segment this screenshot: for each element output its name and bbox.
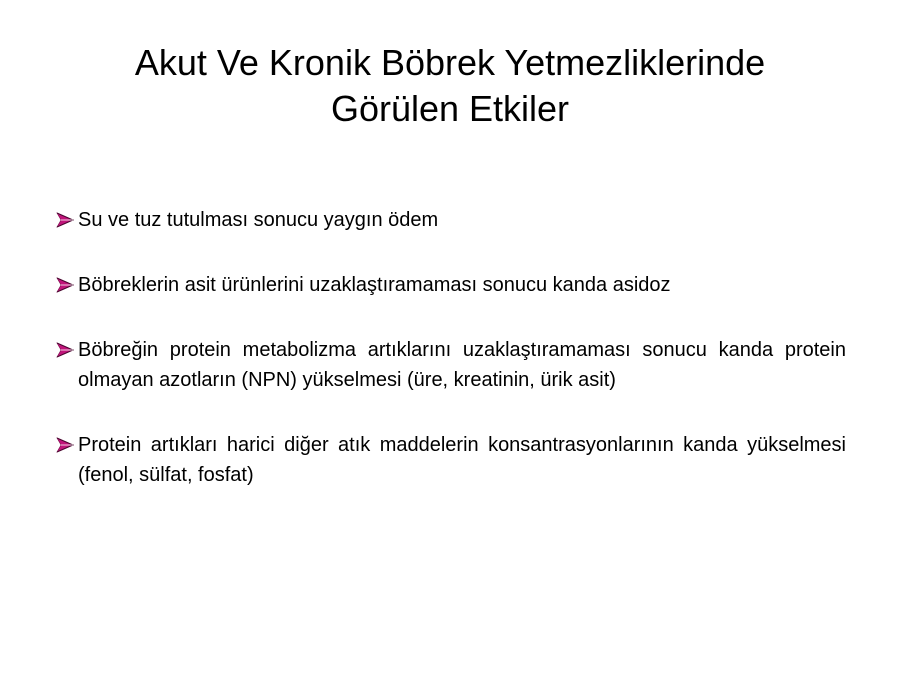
slide-title bbox=[60, 40, 840, 132]
bullet-list bbox=[56, 205, 846, 525]
bullet-item bbox=[56, 430, 846, 490]
arrow-bullet-icon bbox=[56, 437, 74, 453]
bullet-item bbox=[56, 270, 846, 300]
bullet-item bbox=[56, 335, 846, 395]
bullet-text: Su ve tuz tutulması sonucu yaygın ödem bbox=[78, 209, 439, 231]
bullet-item bbox=[56, 205, 846, 235]
slide-title-line-1: Akut Ve Kronik Böbrek Yetmezliklerinde bbox=[134, 42, 766, 83]
bullet-text: Böbreğin protein metabolizma artıklarını uzaklaştıramaması sonucu kanda protein olmayan azotların (NPN) yükselmesi (üre, kreatinin, ürik asit) bbox=[78, 339, 846, 391]
slide-title-line-2: Görülen Etkiler bbox=[330, 88, 570, 129]
bullet-text: Böbreklerin asit ürünlerini uzaklaştıramaması sonucu kanda asidoz bbox=[78, 274, 671, 296]
bullet-text: Protein artıkları harici diğer atık maddelerin konsantrasyonlarının kanda yükselmesi (fenol, sülfat, fosfat) bbox=[78, 434, 846, 486]
arrow-bullet-icon bbox=[56, 342, 74, 358]
arrow-bullet-icon bbox=[56, 212, 74, 228]
arrow-bullet-icon bbox=[56, 277, 74, 293]
